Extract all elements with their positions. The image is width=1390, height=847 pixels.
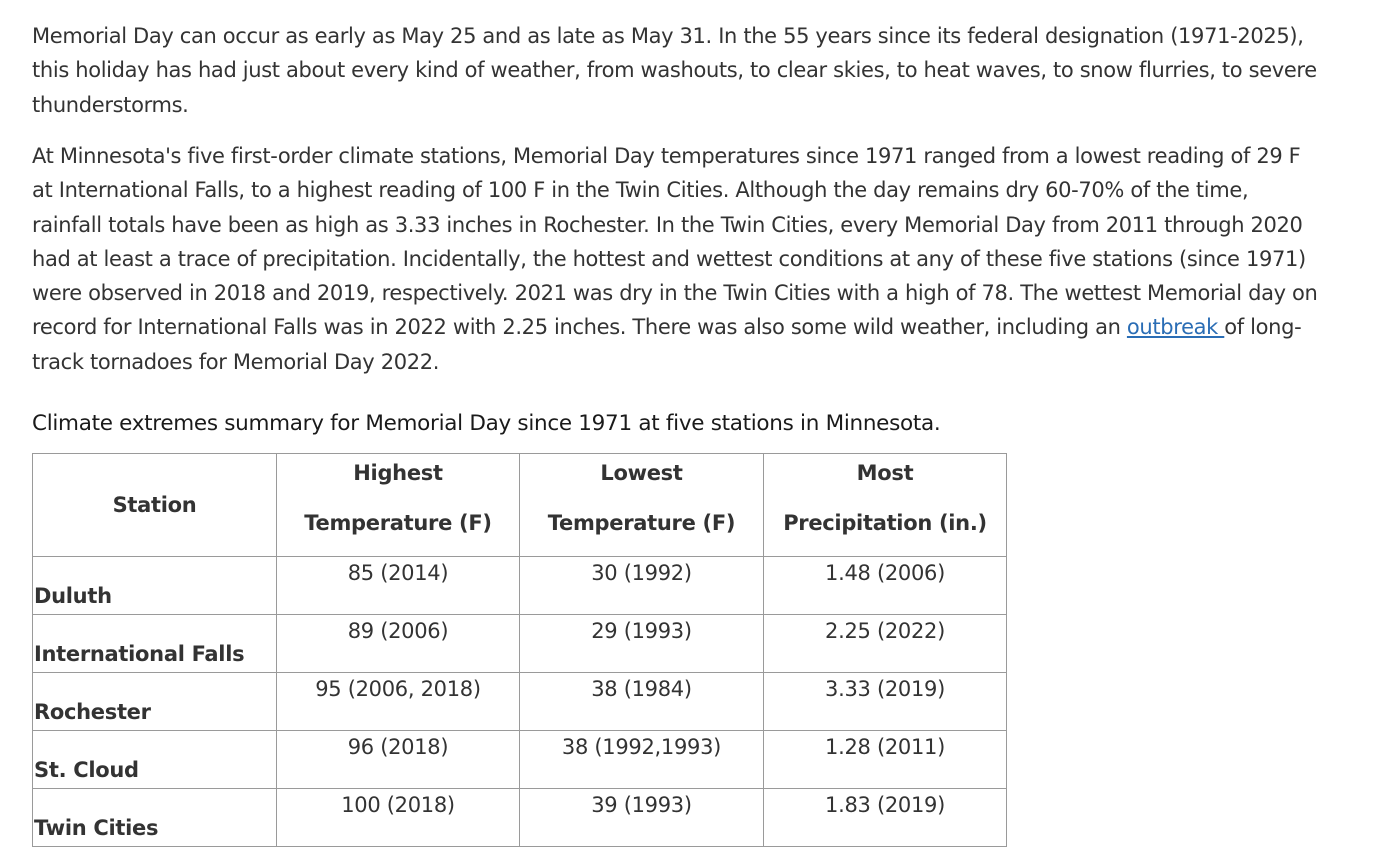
header-highest-line2: Temperature (F) [304,511,492,535]
header-precip-line1: Most [856,461,914,485]
paragraph-2-text-end: of long-track tornadoes for Memorial Day 2022. [32,315,1302,374]
table-header-row [33,454,1007,557]
lowest-temperature-cell: 39 (1993) [520,789,764,847]
highest-temperature-cell: 89 (2006) [277,615,520,673]
lowest-temperature-cell: 30 (1992) [520,557,764,615]
highest-temperature-cell: 100 (2018) [277,789,520,847]
header-lowest-line1: Lowest [600,461,683,485]
station-name: Twin Cities [33,789,277,847]
highest-temperature-cell: 96 (2018) [277,731,520,789]
climate-extremes-table [32,453,1007,847]
precipitation-cell: 1.28 (2011) [764,731,1007,789]
lowest-temperature-cell: 38 (1984) [520,673,764,731]
header-station: Station [33,454,277,557]
station-name: International Falls [33,615,277,673]
table-row [33,615,1007,673]
paragraph-2-text: At Minnesota's five first-order climate stations, Memorial Day temperatures since 1971 ranged from a lowest reading of 29 F at International Falls, to a highest reading of 100 F in the Twin Cities. Although the day remains dry 60-70% of the time, rainfall totals have been as high as 3.33 inches in Rochester. In the Twin Cities, every Memorial Day from 2011 through 2020 had at least a trace of precipitation. Incidentally, the hottest and wettest conditions at any of these five stations (since 1971) were observed in 2018 and 2019, respectively. 2021 was dry in the Twin Cities with a high of 78. The wettest Memorial day on record for International Falls was in 2022 with 2.25 inches. There was also some wild weather, including an [32,144,1318,340]
highest-temperature-cell: 85 (2014) [277,557,520,615]
precipitation-cell: 1.48 (2006) [764,557,1007,615]
table-row [33,731,1007,789]
table-caption: Climate extremes summary for Memorial Day since 1971 at five stations in Minnesota. [32,411,941,436]
table-row [33,557,1007,615]
header-highest-temperature [277,454,520,557]
table-row [33,789,1007,847]
header-lowest-line2: Temperature (F) [547,511,736,535]
intro-paragraph-1: Memorial Day can occur as early as May 25 and as late as May 31. In the 55 years since its federal designation (1971-2025), this holiday has had just about every kind of weather, from washouts, to clear skies, to heat waves, to snow flurries, to severe thunderstorms. [32,24,1317,117]
precipitation-cell: 1.83 (2019) [764,789,1007,847]
highest-temperature-cell: 95 (2006, 2018) [277,673,520,731]
precipitation-cell: 3.33 (2019) [764,673,1007,731]
station-name: Rochester [33,673,277,731]
outbreak-link[interactable]: outbreak [1126,315,1225,340]
header-precip-line2: Precipitation (in.) [783,511,987,535]
header-highest-line1: Highest [353,461,443,485]
station-name: Duluth [33,557,277,615]
lowest-temperature-cell: 38 (1992,1993) [520,731,764,789]
precipitation-cell: 2.25 (2022) [764,615,1007,673]
intro-paragraph-2 [32,139,1322,379]
lowest-temperature-cell: 29 (1993) [520,615,764,673]
table-row [33,673,1007,731]
station-name: St. Cloud [33,731,277,789]
header-lowest-temperature [520,454,764,557]
header-most-precipitation [764,454,1007,557]
